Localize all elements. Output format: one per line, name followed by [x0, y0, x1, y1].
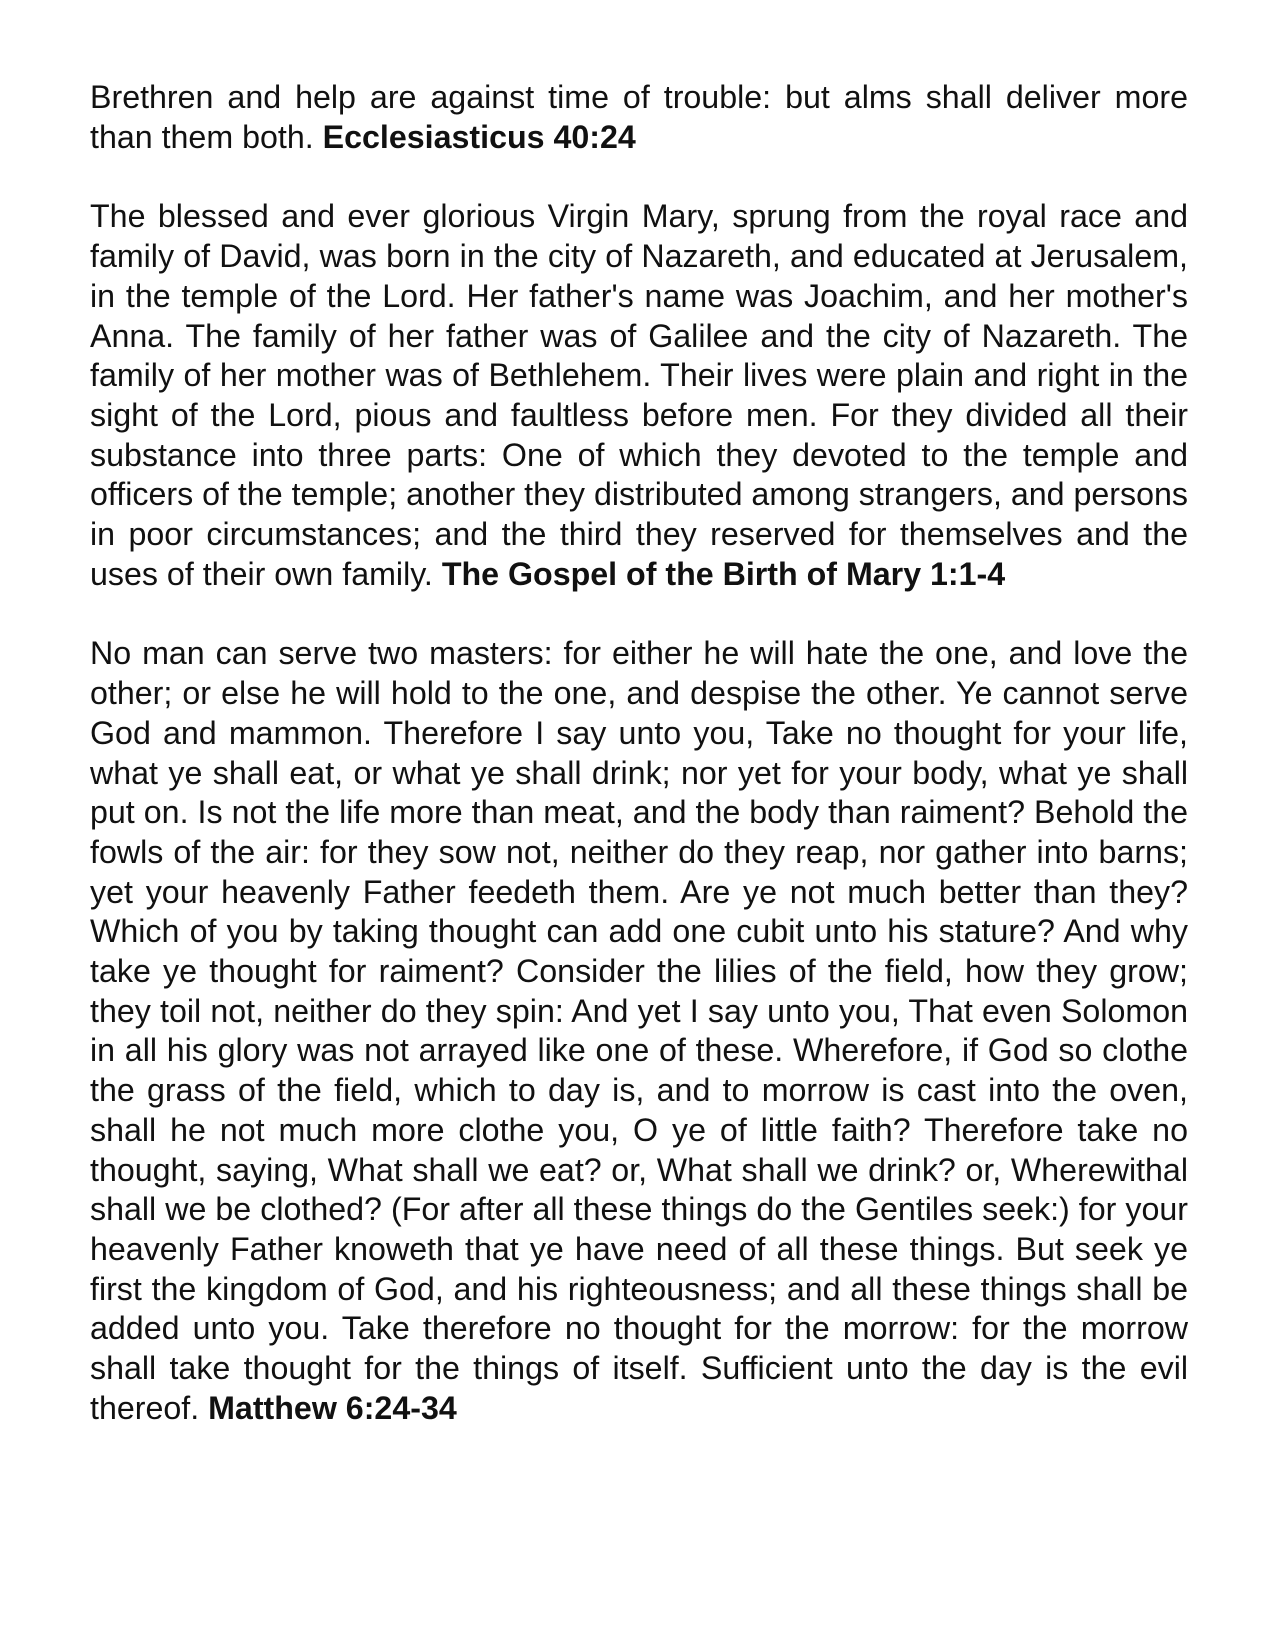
passage-birth-of-mary [90, 197, 1188, 594]
passage-matthew [90, 634, 1188, 1428]
document-page [90, 78, 1188, 1469]
passage-text: No man can serve two masters: for either he will hate the one, and love the other; or else he will hold to the one, and despise the other. Ye cannot serve God and mammon. Therefore I say unto you, Take no thought for your life, what ye shall eat, or what ye shall drink; nor yet for your body, what ye shall put on. Is not the life more than meat, and the body than raiment? Behold the fowls of the air: for they sow not, neither do they reap, nor gather into barns; yet your heavenly Father feedeth them. Are ye not much better than they? Which of you by taking thought can add one cubit unto his stature? And why take ye thought for raiment? Consider the lilies of the field, how they grow; they toil not, neither do they spin: And yet I say unto you, That even Solomon in all his glory was not arrayed like one of these. Wherefore, if God so clothe the grass of the field, which to day is, and to morrow is cast into the oven, shall he not much more clothe you, O ye of little faith? Therefore take no thought, saying, What shall we eat? or, What shall we drink? or, Wherewithal shall we be clothed? (For after all these things do the Gentiles seek:) for your heavenly Father knoweth that ye have need of all these things. But seek ye first the kingdom of God, and his righteousness; and all these things shall be added unto you. Take therefore no thought for the morrow: for the morrow shall take thought for the things of itself. Sufficient unto the day is the evil thereof. [90, 635, 1188, 1426]
passage-text: Brethren and help are against time of trouble: but alms shall deliver more than them both. [90, 79, 1188, 155]
passage-reference: The Gospel of the Birth of Mary 1:1-4 [441, 555, 1006, 592]
passage-text: The blessed and ever glorious Virgin Mary, sprung from the royal race and family of David, was born in the city of Nazareth, and educated at Jerusalem, in the temple of the Lord. Her father's name was Joachim, and her mother's Anna. The family of her father was of Galilee and the city of Nazareth. The family of her mother was of Bethlehem. Their lives were plain and right in the sight of the Lord, pious and faultless before men. For they divided all their substance into three parts: One of which they devoted to the temple and officers of the temple; another they distributed among strangers, and persons in poor circumstances; and the third they reserved for themselves and the uses of their own family. [90, 198, 1188, 592]
passage-ecclesiasticus [90, 78, 1188, 157]
passage-reference: Ecclesiasticus 40:24 [322, 118, 636, 155]
passage-reference: Matthew 6:24-34 [208, 1389, 457, 1426]
